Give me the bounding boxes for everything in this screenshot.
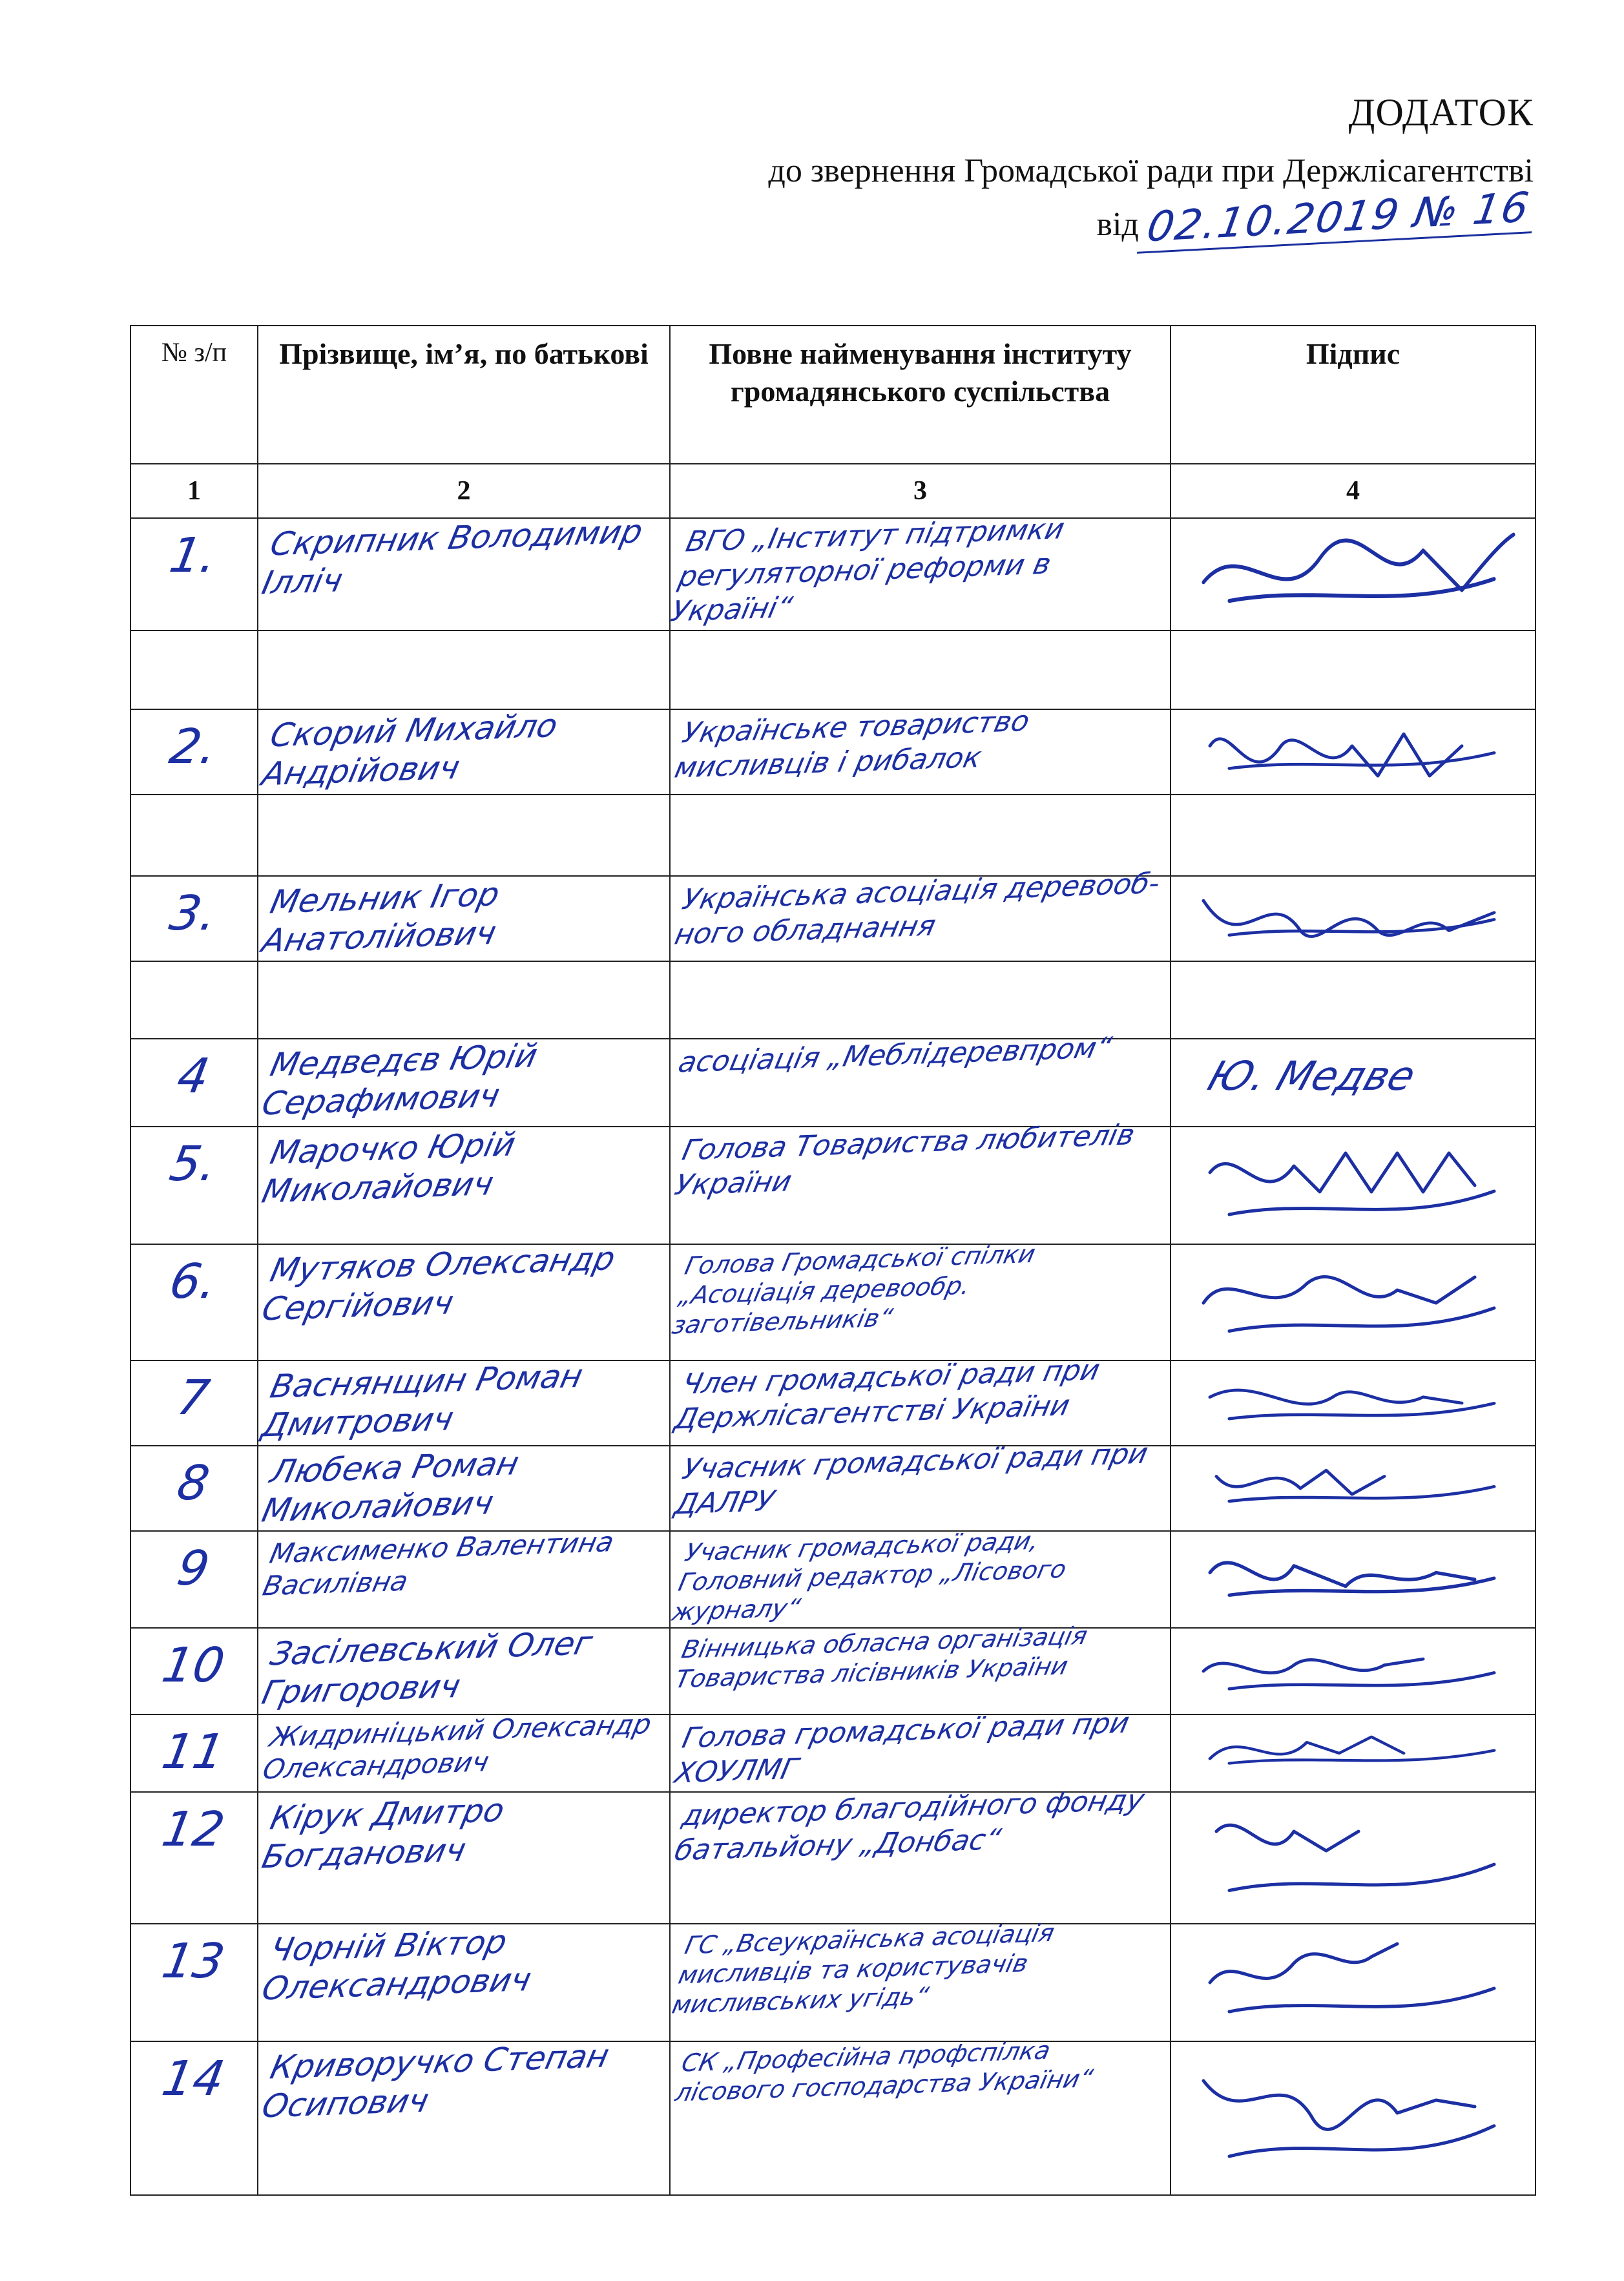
signature-stroke [1216,1470,1384,1494]
cell-sig [1171,1244,1536,1360]
person-name: Жидриніцький Олександр Олександрович [260,1708,654,1786]
signature-underline [1229,1403,1494,1419]
table-row [130,1924,1536,2041]
signature-icon [1191,519,1520,630]
cell-name [258,1526,670,1628]
date-line [1096,183,1534,252]
table-row [130,1039,1536,1127]
handwritten-date: 02.10.2019 № 16 [1137,183,1539,254]
cell-sig [1171,795,1536,876]
signature-icon [1191,1924,1520,2041]
row-number: 8 [173,1455,214,1511]
cell-num [130,630,258,709]
cell-sig [1171,1360,1536,1446]
cell-sig [1171,1446,1536,1531]
index-cell: 4 [1171,464,1536,518]
cell-num [130,1446,258,1531]
organization-name: Учасник громадської ради при ДАЛРУ [671,1437,1151,1521]
signature-stroke [1203,2081,1475,2129]
table-row [130,1127,1536,1244]
signature-underline [1229,1191,1494,1214]
signature-stroke [1216,1825,1359,1851]
signature-text: Ю. Медве [1202,1052,1422,1099]
organization-name: Учасник громадської ради, Головний редактор „Лісового журналу“ [669,1526,1069,1627]
person-name: Васнянщин Роман Дмитрович [258,1357,587,1444]
signature-icon [1191,1532,1520,1627]
cell-num [130,795,258,876]
table-row [130,1360,1536,1446]
organization-name: Українська асоціація деревооб-ного обладнання [671,866,1163,952]
row-number: 9 [173,1541,214,1596]
row-number: 12 [158,1802,229,1857]
cell-sig [1171,876,1536,961]
person-name: Скрипник Володимир Ілліч [258,512,647,602]
table-row-spacer [130,630,1536,709]
organization-name: директор благодійного фонду батальйону „Донбас“ [671,1783,1148,1868]
row-number: 3. [165,886,222,941]
table-row [130,1446,1536,1531]
cell-sig [1171,1714,1536,1792]
signature-table [130,325,1536,2196]
cell-num [130,1714,258,1792]
cell-num [130,1628,258,1714]
signature-stroke [1210,1563,1475,1587]
person-name: Кірук Дмитро Богданович [258,1791,508,1876]
cell-name [258,1039,670,1127]
cell-num [130,1924,258,2041]
table-row [130,1714,1536,1792]
cell-num [130,1039,258,1127]
signature-icon [1191,1446,1520,1530]
person-name: Любека Роман Миколайович [258,1444,523,1530]
cell-sig [1171,961,1536,1039]
cell-name [258,1127,670,1244]
index-cell: 1 [130,464,258,518]
cell-org [670,2036,1171,2195]
organization-name: СК „Професійна профспілка лісового господарства України“ [672,2036,1096,2107]
person-name: Медведєв Юрій Серафимович [258,1037,541,1123]
signature-underline [1229,1308,1494,1331]
signature-stroke [1203,535,1514,590]
cell-name [258,1624,670,1714]
person-name: Чорній Віктор Олександрович [258,1922,535,2008]
signature-icon [1191,1629,1520,1714]
organization-name: асоціація „Меблідеревпром“ [675,1031,1115,1079]
cell-num [130,876,258,961]
cell-sig [1171,2041,1536,2195]
cell-sig [1171,1127,1536,1244]
cell-sig [1171,709,1536,795]
cell-name [258,795,670,876]
column-header-signature: Підпис [1171,326,1536,464]
signature-icon [1191,1793,1520,1923]
table-row [130,1531,1536,1628]
column-header-name: Прізвище, ім’я, по батькові [258,326,670,464]
column-header-number: № з/п [130,326,258,464]
organization-name: ГС „Всеукраїнська асоціація мисливців та користувачів мисливських угідь“ [669,1918,1057,2019]
cell-sig [1171,1628,1536,1714]
person-name: Марочко Юрій Миколайович [258,1125,519,1211]
person-name: Максименко Валентина Василівна [260,1526,617,1602]
cell-num [130,1127,258,1244]
cell-org [669,1918,1171,2041]
organization-name: Вінницька обласна організація Товариства лісівників України [672,1621,1090,1694]
table-row [130,1628,1536,1714]
row-number: 11 [158,1724,229,1780]
cell-org [670,1783,1171,1924]
cell-name [258,2037,670,2195]
cell-num [130,2041,258,2195]
organization-name: Українське товариство мисливців і рибалок [671,704,1033,785]
cell-org [669,1526,1171,1628]
person-name: Криворучко Степан Осипович [258,2037,613,2125]
cell-name [258,512,670,630]
signature-icon [1191,877,1520,961]
cell-num [130,1531,258,1628]
cell-num [130,1244,258,1360]
organization-name: Голова Громадської спілки „Асоціація деревообр. заготівельників“ [669,1239,1038,1340]
cell-num [130,709,258,795]
signature-stroke [1203,1276,1475,1303]
cell-org [670,1118,1171,1244]
cell-name [258,630,670,709]
cell-name [258,1792,670,1924]
column-header-organization: Повне найменування інституту громадянського суспільства [670,326,1171,464]
signature-icon [1191,2042,1520,2194]
signature-icon [1191,1361,1520,1445]
cell-name [258,876,670,961]
cell-org [670,866,1171,961]
cell-sig [1171,630,1536,709]
person-name: Скорий Михайло Андрійович [258,707,561,793]
row-number: 13 [158,1933,229,1989]
signature-stroke [1210,1737,1404,1759]
signature-underline [1229,1864,1494,1890]
row-number: 4 [173,1048,214,1104]
cell-name [258,1446,670,1531]
cell-sig [1171,1039,1536,1127]
person-name: Засілевський Олег Григорович [258,1624,596,1712]
cell-num [130,1360,258,1446]
table-row [130,1244,1536,1360]
signature-stroke [1210,1153,1475,1192]
table-row [130,876,1536,961]
signature-icon [1191,1127,1520,1244]
signature-underline [1229,1672,1494,1689]
organization-name: ВГО „Інститут підтримки регуляторної реформи в Україні“ [668,512,1068,629]
cell-num [130,1792,258,1924]
table-row [130,2041,1536,2195]
row-number: 2. [165,719,222,775]
cell-org [670,704,1171,795]
table-index-row [130,464,1536,518]
organization-name: Голова Товариства любителів України [671,1118,1138,1202]
signature-stroke [1210,1390,1462,1404]
organization-name: Голова громадської ради при ХОУЛМГ [671,1706,1132,1790]
row-number: 7 [173,1370,214,1426]
row-number: 5. [165,1136,222,1192]
signature-stroke [1210,1944,1397,1983]
signature-underline [1229,2126,1494,2156]
signature-icon [1191,1245,1520,1360]
cell-org [669,1239,1171,1360]
row-number: 1. [165,528,222,583]
cell-sig [1171,1531,1536,1628]
signature-icon [1191,1715,1520,1791]
cell-sig [1171,1924,1536,2041]
cell-name [258,709,670,795]
table-row [130,709,1536,795]
table-row [130,518,1536,630]
signature-icon [1191,710,1520,794]
cell-name [258,1924,670,2041]
cell-name [258,1240,670,1360]
cell-org [668,512,1171,630]
date-prefix: від [1096,206,1139,243]
signature-stroke [1203,1659,1423,1673]
document-subtitle: до звернення Громадської ради при Держлісагентстві [768,152,1534,189]
cell-sig [1171,518,1536,630]
row-number: 10 [158,1638,229,1693]
table-row [130,1792,1536,1924]
row-number: 14 [158,2051,229,2107]
cell-sig [1171,1792,1536,1924]
cell-name [258,1357,670,1446]
cell-num [130,518,258,630]
cell-num [130,961,258,1039]
person-name: Мельник Ігор Анатолійович [258,875,503,960]
signature-underline [1229,1988,1494,2012]
organization-name: Член громадської ради при Держлісагентстві України [671,1353,1103,1436]
index-cell: 2 [258,464,670,518]
table-row-spacer [130,795,1536,876]
index-cell: 3 [670,464,1171,518]
document-title: ДОДАТОК [1348,91,1534,134]
signature-underline [1229,919,1494,935]
row-number: 6. [165,1254,222,1309]
signature-underline [1229,1578,1494,1595]
signature-stroke [1210,734,1462,776]
table-header-row [130,326,1536,464]
person-name: Мутяков Олександр Сергійович [258,1240,619,1328]
table-row-spacer [130,961,1536,1039]
